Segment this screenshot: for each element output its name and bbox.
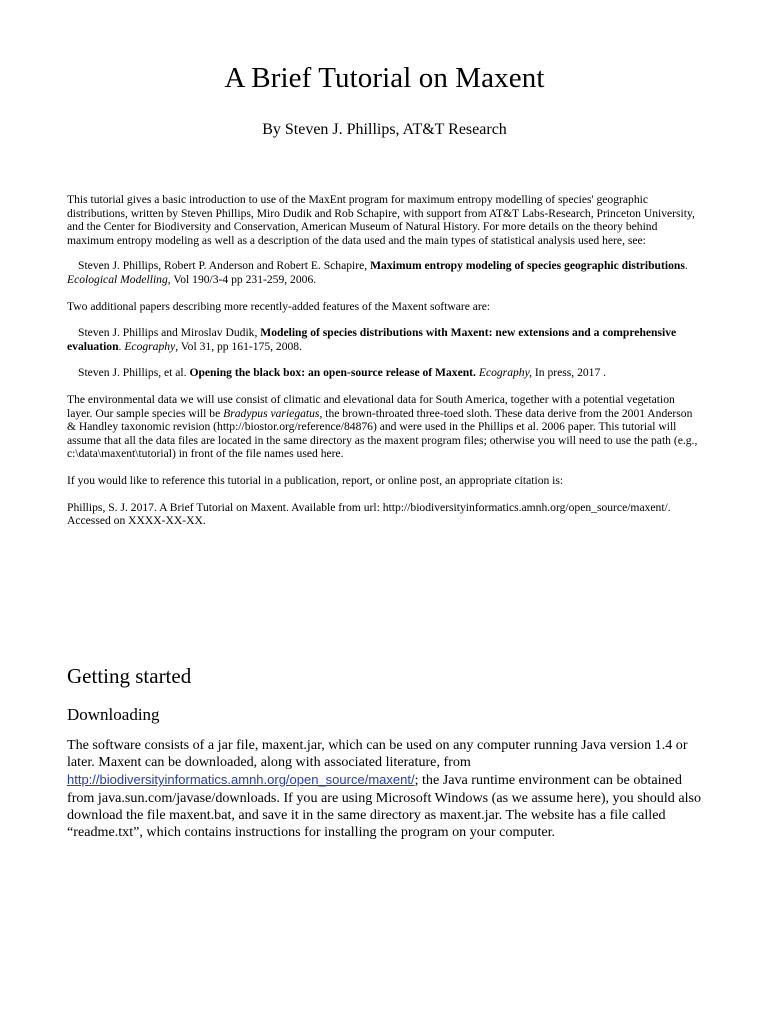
citation-journal: Ecography <box>124 339 176 353</box>
subsection-heading-downloading: Downloading <box>67 704 160 724</box>
citation-journal: Ecological Modelling <box>67 272 168 286</box>
tutorial-citation: Phillips, S. J. 2017. A Brief Tutorial on Maxent. Available from url: http://biodiversityinformatics.amnh.org/open_source/maxent/. Accessed on XXXX-XX-XX. <box>67 500 671 528</box>
env-text-after: , the brown-throated three-toed sloth. These data derive from the 2001 Anderson & Handley taxonomic revision (http://biostor.org/reference/84876) and were used in the Phillips et al. 2006 paper. This tutorial will assume that all the data files are located in the same directory as the maxent program files; otherwise you will need to use the path (e.g., c:\data\maxent\tutorial) in front of the file names used here. <box>67 406 698 461</box>
citation-details: , Vol 31, pp 161-175, 2008. <box>175 339 303 353</box>
intro-paragraph: This tutorial gives a basic introduction to use of the MaxEnt program for maximum entropy modelling of species' geographic distributions, written by Steven Phillips, Miro Dudik and Rob Schapire, with support from AT&T Labs-Research, Princeton University, and the Center for Biodiversity and Conservation, American Museum of Natural History. For more details on the theory behind maximum entropy modeling as well as a description of the data used and the main types of statistical analysis used here, see: <box>67 193 695 247</box>
citation-authors: Steven J. Phillips, et al. <box>78 366 190 380</box>
citation-authors: Steven J. Phillips, Robert P. Anderson and Robert E. Schapire, <box>78 259 371 273</box>
section-heading-getting-started: Getting started <box>67 663 192 688</box>
citation-separator: . <box>684 259 688 273</box>
downloading-text-before: The software consists of a jar file, maxent.jar, which can be used on any computer running Java version 1.4 or later. Maxent can be downloaded, along with associated literature, from <box>67 736 688 770</box>
maxent-download-link[interactable]: http://biodiversityinformatics.amnh.org/open_source/maxent/ <box>67 772 415 788</box>
env-text-before: The environmental data we will use consist of climatic and elevational data for South America, together with a potential vegetation layer. Our sample species will be <box>67 392 675 420</box>
downloading-paragraph <box>67 737 702 842</box>
citation-title: Modeling of species distributions with Maxent: new extensions and a comprehensive evaluation <box>67 326 677 353</box>
citation-separator: . <box>118 339 125 353</box>
citation-authors: Steven J. Phillips and Miroslav Dudik, <box>78 326 261 340</box>
document-title: A Brief Tutorial on Maxent <box>224 62 545 94</box>
downloading-text-after: ; the Java runtime environment can be obtained from java.sun.com/javase/downloads. If you are using Microsoft Windows (as we assume here), you should also download the file maxent.bat, and save it in the same directory as maxent.jar. The website has a file called “readme.txt”, which contains instructions for installing the program on your computer. <box>67 772 702 841</box>
additional-papers-note: Two additional papers describing more recently-added features of the Maxent software are: <box>67 299 491 313</box>
citation-phillips-2017 <box>67 366 702 380</box>
citation-title: Maximum entropy modeling of species geographic distributions <box>370 259 685 273</box>
reference-note: If you would like to reference this tutorial in a publication, report, or online post, an appropriate citation is: <box>67 473 564 487</box>
citation-phillips-2006 <box>67 259 702 286</box>
citation-details: In press, 2017 . <box>532 366 607 380</box>
byline: By Steven J. Phillips, AT&T Research <box>262 121 507 138</box>
species-name: Bradypus variegatus <box>223 406 320 420</box>
citation-title: Opening the black box: an open-source release of Maxent. <box>189 366 476 380</box>
citation-details: , Vol 190/3-4 pp 231-259, 2006. <box>167 272 317 286</box>
environmental-data-paragraph <box>67 393 702 461</box>
citation-journal: Ecography, <box>478 366 532 380</box>
citation-phillips-dudik-2008 <box>67 326 702 353</box>
